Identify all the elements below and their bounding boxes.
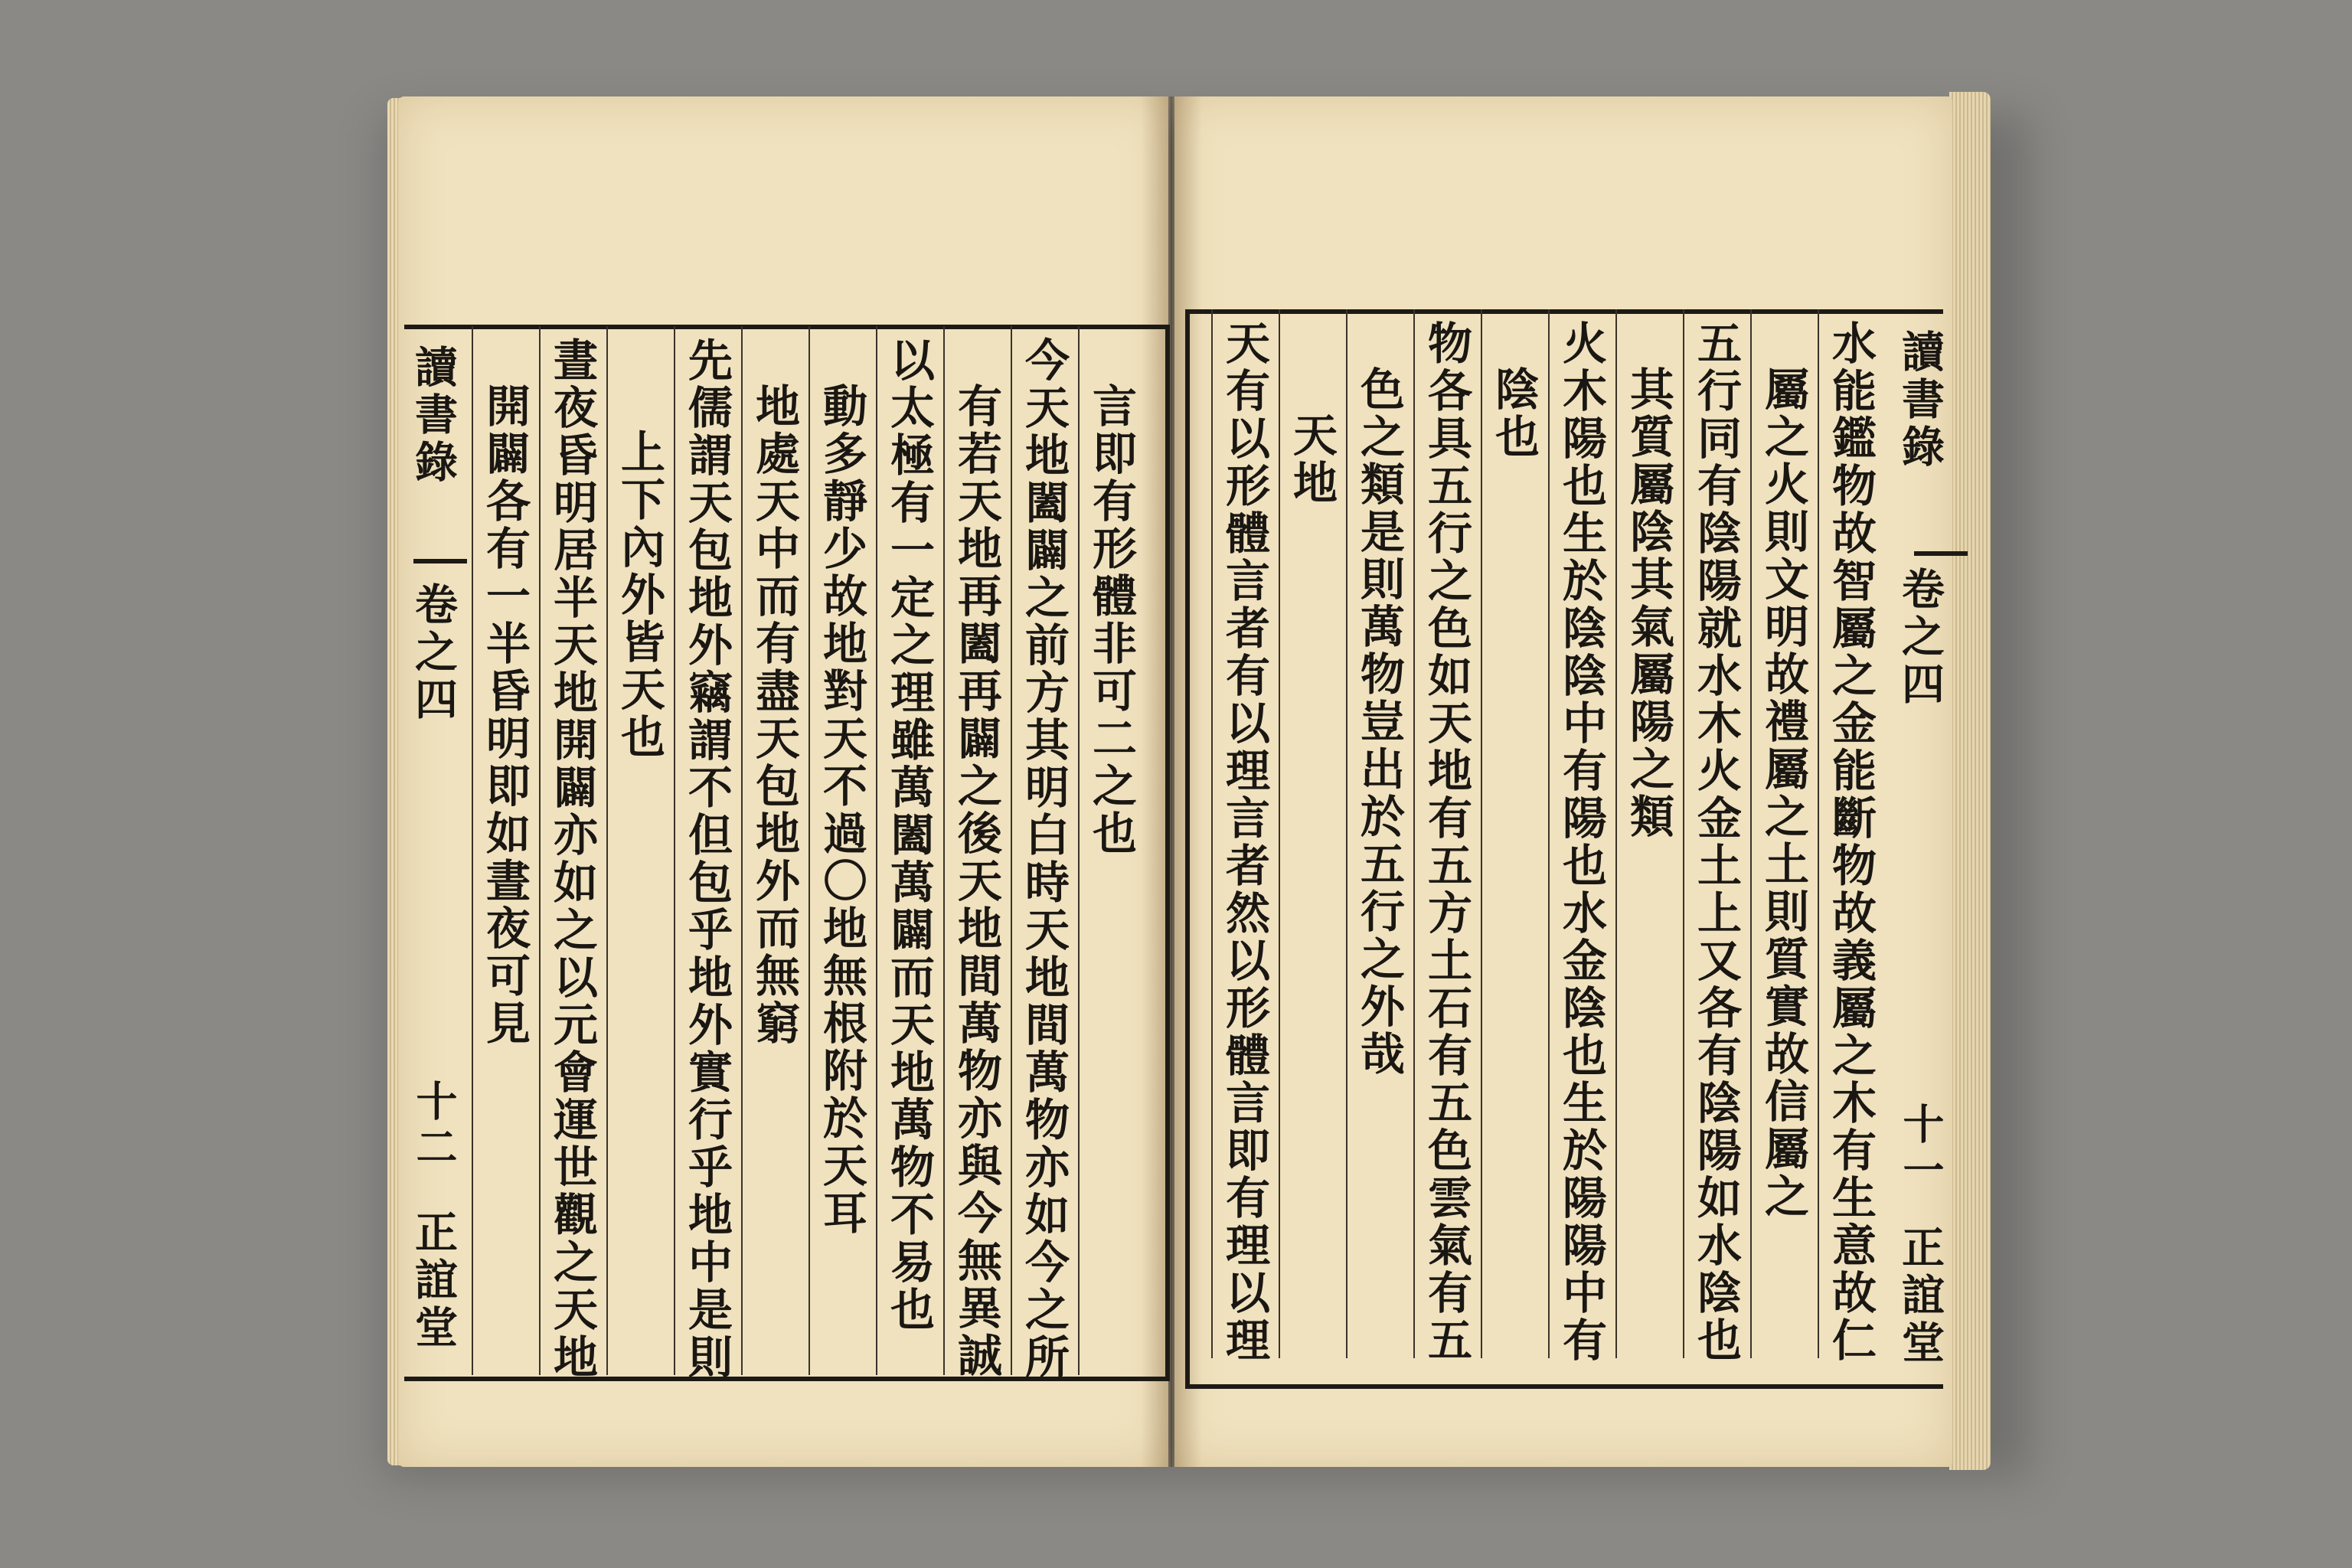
- column-rule: [1818, 309, 1819, 1358]
- left-page-column-2: 今天地闔闢之前方其明白時天地間萬物亦如今之所: [1018, 337, 1070, 1381]
- column-rule: [1750, 309, 1752, 1358]
- right-margin-page-no: 十一: [1896, 1102, 1945, 1194]
- column-rule: [674, 326, 675, 1375]
- column-rule: [1548, 309, 1550, 1358]
- right-fish-tail: [1914, 551, 1968, 556]
- column-rule: [1346, 309, 1348, 1358]
- right-page-column-10: 天有以形體言者有以理言者然以形體言即有理以理: [1218, 320, 1270, 1364]
- left-fish-tail: [413, 559, 467, 564]
- right-page-column-1: 水能鑑物故智屬之金能斷物故義屬之木有生意故仁: [1824, 320, 1877, 1364]
- left-page-column-10: 開闢各有一半昏明即如晝夜可見: [479, 383, 531, 1047]
- column-rule: [606, 326, 608, 1375]
- column-rule: [1211, 309, 1213, 1358]
- left-page-column-6: 地處天中而有盡天包地外而無窮: [748, 383, 800, 1047]
- left-margin-title: 讀書錄: [408, 345, 459, 487]
- left-page-column-3: 有若天地再闔再闢之後天地間萬物亦與今無異誠: [950, 383, 1002, 1380]
- column-rule: [1078, 326, 1080, 1375]
- left-page-column-8: 上下內外皆天也: [613, 429, 665, 761]
- right-page-column-9: 天地: [1285, 412, 1338, 507]
- right-page-column-8: 色之類是則萬物豈出於五行之外哉: [1353, 366, 1405, 1078]
- column-rule: [1683, 309, 1684, 1358]
- column-rule: [876, 326, 877, 1375]
- right-margin-publisher: 正誼堂: [1895, 1225, 1945, 1367]
- column-rule: [943, 326, 945, 1375]
- column-rule: [1481, 309, 1482, 1358]
- right-page-column-4: 其質屬陰其氣屬陽之類: [1622, 366, 1674, 841]
- column-rule: [808, 326, 810, 1375]
- left-margin-volume: 卷之四: [408, 582, 459, 724]
- left-page-column-4: 以太極有一定之理雖萬闔萬闢而天地萬物不易也: [883, 337, 935, 1334]
- column-rule: [539, 326, 541, 1375]
- column-rule: [1011, 326, 1012, 1375]
- left-margin-publisher: 正誼堂: [408, 1210, 459, 1352]
- right-margin-title: 讀書錄: [1895, 329, 1945, 472]
- right-page-column-2: 屬之火則文明故禮屬之土則質實故信屬之: [1757, 366, 1809, 1220]
- right-page-column-6: 陰也: [1488, 366, 1540, 461]
- column-rule: [472, 326, 473, 1375]
- left-page-column-9: 晝夜昏明居半天地開闢亦如之以元會運世觀之天地: [546, 337, 598, 1381]
- right-page-stack: [1949, 92, 1991, 1470]
- left-page-column-7: 先儒謂天包地外竊謂不但包乎地外實行乎地中是則: [681, 337, 733, 1381]
- column-rule: [1615, 309, 1617, 1358]
- right-page-column-5: 火木陽也生於陰陰中有陽也水金陰也生於陽陽中有: [1555, 320, 1607, 1364]
- column-rule: [741, 326, 743, 1375]
- column-rule: [1413, 309, 1415, 1358]
- right-margin-volume: 卷之四: [1895, 567, 1945, 709]
- column-rule: [1279, 309, 1280, 1358]
- left-page-column-1: 言即有形體非可二之也: [1085, 383, 1137, 858]
- right-page-column-7: 物各具五行之色如天地有五方土石有五色雲氣有五: [1420, 320, 1472, 1364]
- left-margin-page-no: 十二: [410, 1080, 459, 1171]
- left-page-column-5: 動多靜少故地對天不過〇地無根附於天耳: [815, 383, 867, 1237]
- right-page-column-3: 五行同有陰陽就水木火金土上又各有陰陽如水陰也: [1690, 320, 1742, 1364]
